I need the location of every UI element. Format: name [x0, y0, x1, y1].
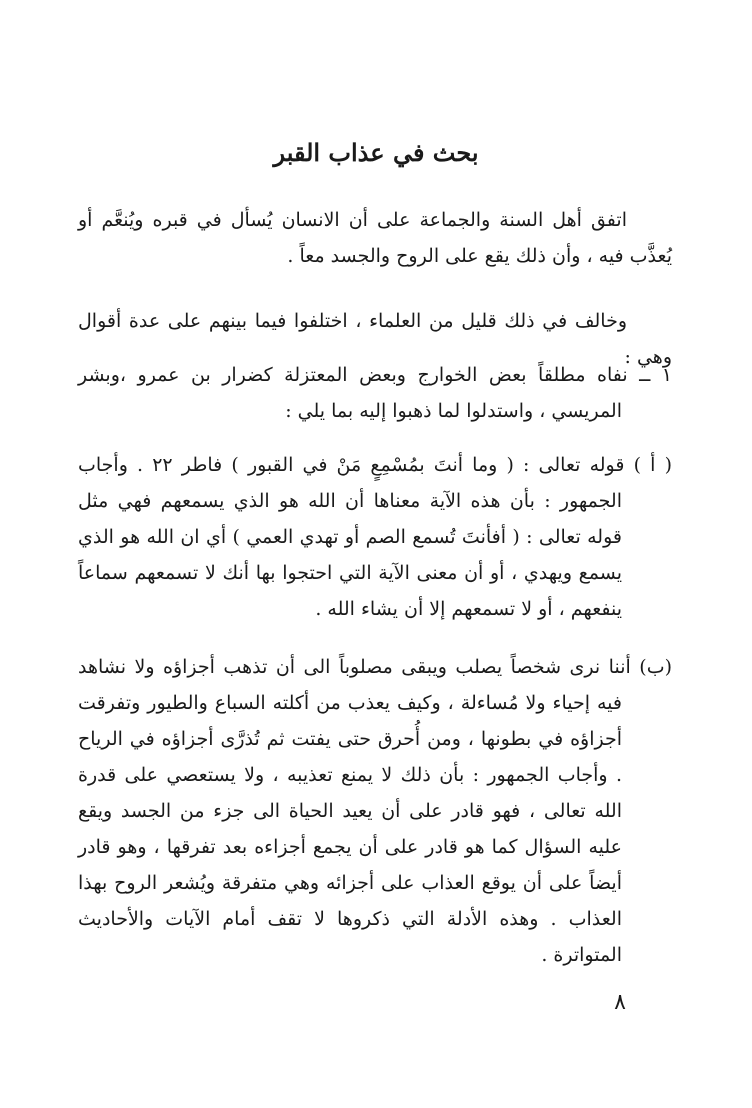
list-item-b-marker: (ب): [639, 656, 672, 678]
list-item-a-marker: ( أ ): [633, 454, 673, 476]
list-item-b-text: أننا نرى شخصاً يصلب ويبقى مصلوباً الى أن تذهب أجزاؤه ولا نشاهد فيه إحياء ولا مُساءلة ، وكيف يعذب من أكلته السباع والطيور وتفرقت أجزاؤه في بطونها ، ومن أُحرق حتى يفتت ثم تُذرَّى أجزاؤه في الرياح . وأجاب الجمهور : بأن ذلك لا يمنع تعذيبه ، ولا يستعصي على قدرة الله تعالى ، فهو قادر على أن يعيد الحياة الى جزء من الجسد ويقع عليه السؤال كما هو قادر على أن يجمع أجزاءه بعد تفرقها ، وهو قادر أيضاً على أن يوقع العذاب على أجزائه وهي متفرقة ويُشعر الروح بهذا العذاب . وهذه الأدلة التي ذكروها لا تقف أمام الآيات والأحاديث المتواترة .: [78, 656, 631, 966]
list-item-a-text: قوله تعالى : ( وما أنتَ بمُسْمِعٍ مَنْ في القبور ) فاطر ٢٢ . وأجاب الجمهور : بأن هذه الآية معناها أن الله هو الذي يسمعهم فهي مثل قوله تعالى : ( أفأنتَ تُسمع الصم أو تهدي العمي ) أي ان الله هو الذي يسمع ويهدي ، أو أن معنى الآية التي احتجوا بها أنك لا تسمعهم سماعاً ينفعهم ، أو لا تسمعهم إلا أن يشاء الله .: [78, 454, 625, 620]
list-item-a-content: [78, 447, 672, 627]
list-item-1-marker: ١ ــ: [639, 364, 672, 386]
disagreement-paragraph: وخالف في ذلك قليل من العلماء ، اختلفوا فيما بينهم على عدة أقوال وهي :: [78, 310, 672, 368]
list-item-b-content: [78, 649, 672, 973]
intro-paragraph: اتفق أهل السنة والجماعة على أن الانسان يُسأل في قبره ويُنعَّم أو يُعذَّب فيه ، وأن ذلك يقع على الروح والجسد معاً .: [78, 209, 672, 267]
list-item-1-content: [78, 357, 672, 429]
list-item-1-text: نفاه مطلقاً بعض الخوارج وبعض المعتزلة كضرار بن عمرو ،وبشر المريسي ، واستدلوا لما ذهبوا إليه بما يلي :: [78, 364, 628, 422]
page-number: ٨: [614, 990, 626, 1015]
list-item-b: [78, 649, 672, 973]
list-item-a: [78, 447, 672, 627]
page-title: بحث في عذاب القبر: [273, 138, 479, 167]
list-item-1: [78, 357, 672, 429]
